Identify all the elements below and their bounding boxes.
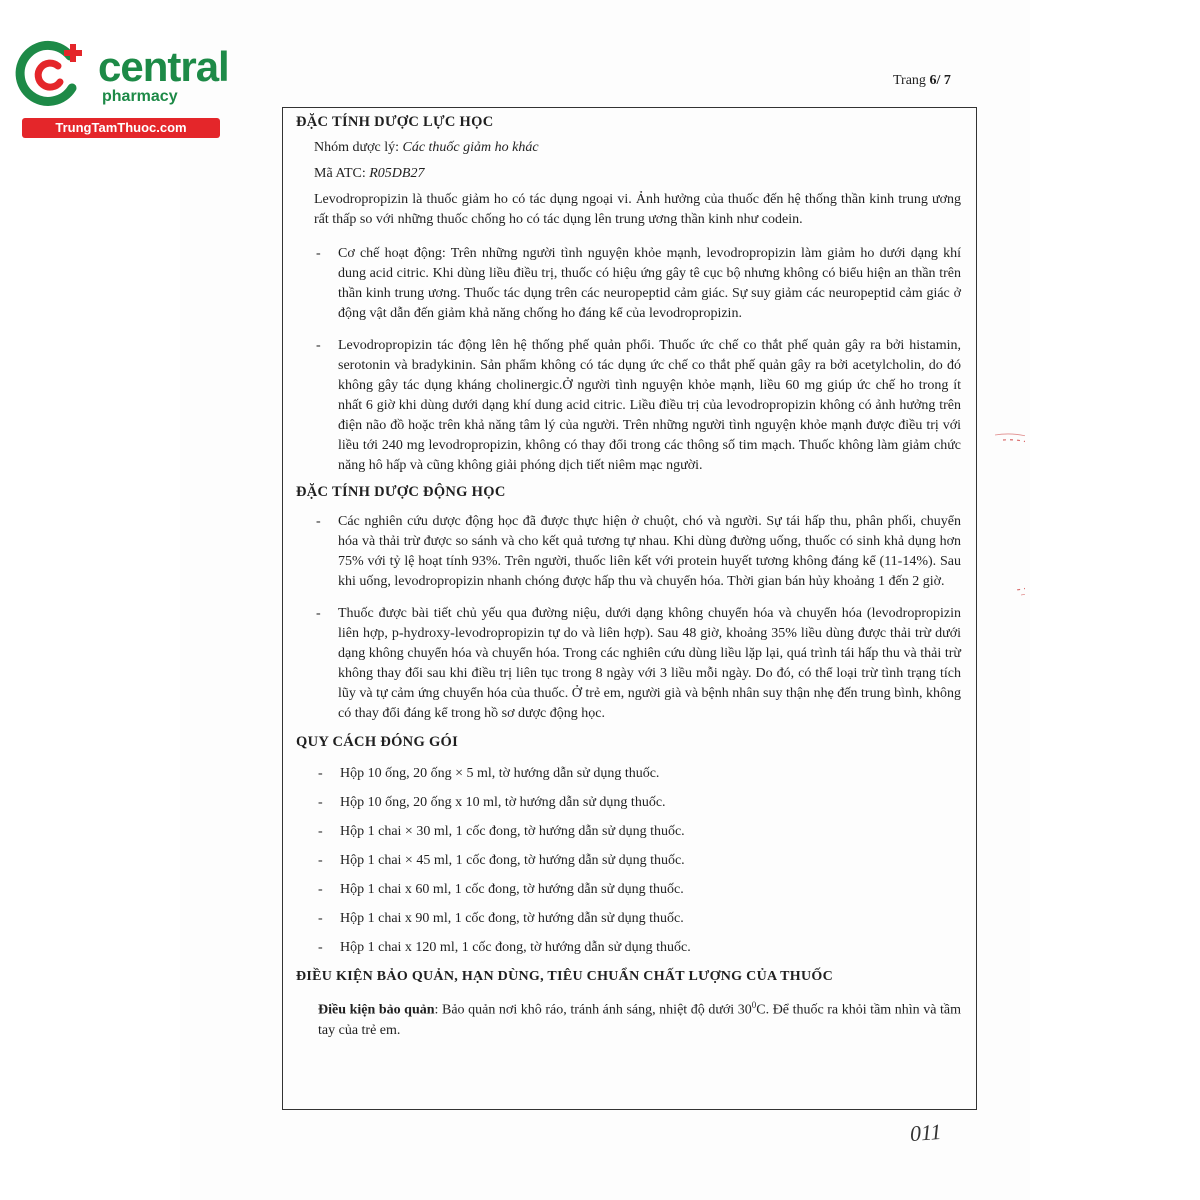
pharmacodynamics-intro: Levodropropizin là thuốc giảm ho có tác dụng ngoại vi. Ảnh hưởng của thuốc đến hệ thống thần kinh trung ương rất thấp so với những thuốc chống ho có tác dụng lên trung ương thần kinh như codein. [314, 192, 961, 227]
list-item [296, 793, 961, 822]
pk-bullet-2: Thuốc được bài tiết chủ yếu qua đường niệu, dưới dạng không chuyển hóa và chuyển hóa (levodropropizin liên hợp, p-hydroxy-levodropropizin tự do và liên hợp). Sau 48 giờ, khoảng 35% liều dùng được thải trừ dưới dạng không chuyển hóa và chuyển hóa. Trong các nghiên cứu dùng liều lặp lại, quá trình tái hấp thu và thải trừ không thay đổi sau khi điều trị liên tục trong 8 ngày với 3 liều mỗi ngày. Do đó, có thể loại trừ tình trạng tích lũy và tự cảm ứng chuyển hóa của thuốc. Ở trẻ em, người già và bệnh nhân suy thận nhẹ đến trung bình, không có thay đổi đáng kể trong hồ sơ dược động học. [338, 606, 961, 721]
pharmacokinetics-heading: ĐẶC TÍNH DƯỢC ĐỘNG HỌC [296, 484, 506, 500]
bullet-dash: - [316, 246, 321, 261]
list-item [296, 880, 961, 909]
bullet-dash: - [318, 766, 323, 781]
storage-degree: 0 [751, 1000, 757, 1010]
group-value: Các thuốc giảm ho khác [402, 140, 539, 155]
packaging-item: Hộp 1 chai × 30 ml, 1 cốc đong, tờ hướng dẫn sử dụng thuốc. [340, 824, 685, 839]
list-item [296, 851, 961, 880]
bullet-dash: - [318, 853, 323, 868]
page-label: Trang [893, 73, 926, 88]
bullet-dash: - [318, 940, 323, 955]
packaging-item: Hộp 1 chai x 90 ml, 1 cốc đong, tờ hướng dẫn sử dụng thuốc. [340, 911, 684, 926]
packaging-heading: QUY CÁCH ĐÓNG GÓI [296, 734, 459, 750]
bullet-dash: - [318, 882, 323, 897]
atc-code [296, 164, 961, 184]
brand-subtitle: pharmacy [102, 88, 178, 105]
atc-value: R05DB27 [369, 166, 425, 181]
page-value: 6/ 7 [929, 73, 951, 88]
bullet-dash: - [318, 911, 323, 926]
pd-bullet-2: Levodropropizin tác động lên hệ thống phế quản phổi. Thuốc ức chế co thắt phế quản gây ra bởi histamin, serotonin và bradykinin. Sản phẩm không có tác dụng ức chế co thắt phế quản gây ra bởi acetylcholin, do đó không gây tác dụng kháng cholinergic.Ở người tình nguyện khỏe mạnh, liều 60 mg giúp ức chế ho trong ít nhất 6 giờ khi dùng dưới dạng khí dung acid citric. Liều điều trị của levodropropizin không có ảnh hưởng trên điện não đồ hoặc trên khả năng tâm lý của người. Trên những người tình nguyện khỏe mạnh được điều trị với liều tới 240 mg levodropropizin, không có thay đổi trong các thông số tim mạch. Thuốc không làm giảm chức năng hô hấp và cũng không giải phóng dịch tiết niêm mạc người. [338, 338, 961, 473]
pd-bullet-1: Cơ chế hoạt động: Trên những người tình nguyện khỏe mạnh, levodropropizin làm giảm ho dưới dạng khí dung acid citric. Khi dùng liều điều trị, thuốc có hiệu ứng gây tê cục bộ nhưng không có biểu hiện an thần trên thần kinh trung ương. Thuốc tác dụng trên các neuropeptid cảm giác. Sự suy giảm các neuropeptid cảm giác ở động vật dẫn đến giảm khả năng chống ho đáng kể của levodropropizin. [338, 246, 961, 321]
brand-logo[interactable] [12, 38, 229, 138]
packaging-list [296, 764, 961, 967]
brand-website[interactable]: TrungTamThuoc.com [22, 118, 220, 138]
central-pharmacy-logo-icon [12, 38, 90, 110]
bullet-dash: - [316, 606, 321, 621]
storage-text-after: C. Để thuốc ra khỏi tầm nhìn và tầm tay của trẻ em. [318, 1002, 961, 1038]
pk-bullet-1: Các nghiên cứu dược động học đã được thực hiện ở chuột, chó và người. Sự tái hấp thu, phân phối, chuyển hóa và thải trừ được so sánh và cho kết quả tương tự nhau. Khi dùng đường uống, thuốc có sinh khả dụng hơn 75% với tỷ lệ hoạt tính 93%. Trên người, thuốc liên kết với protein huyết tương không đáng kể (11-14%). Sau khi uống, levodropropizin nhanh chóng được hấp thu và chuyển hóa. Thời gian bán hủy khoảng 1 đến 2 giờ. [338, 514, 961, 589]
group-label: Nhóm dược lý: [314, 140, 399, 155]
brand-name: central [98, 43, 229, 90]
list-item [296, 764, 961, 793]
red-stamp-mark [985, 430, 1025, 600]
list-item [296, 938, 961, 967]
bullet-dash: - [318, 795, 323, 810]
handwritten-number: 011 [909, 1118, 943, 1147]
list-item [296, 336, 961, 476]
packaging-item: Hộp 1 chai x 120 ml, 1 cốc đong, tờ hướng dẫn sử dụng thuốc. [340, 940, 691, 955]
atc-label: Mã ATC: [314, 166, 366, 181]
bullet-dash: - [318, 824, 323, 839]
pharmacodynamics-heading: ĐẶC TÍNH DƯỢC LỰC HỌC [296, 114, 494, 130]
document-content [296, 112, 961, 1041]
storage-heading: ĐIỀU KIỆN BẢO QUẢN, HẠN DÙNG, TIÊU CHUẨN CHẤT LƯỢNG CỦA THUỐC [296, 969, 834, 984]
page-number [893, 73, 951, 89]
packaging-item: Hộp 1 chai x 60 ml, 1 cốc đong, tờ hướng dẫn sử dụng thuốc. [340, 882, 684, 897]
packaging-item: Hộp 10 ống, 20 ống x 10 ml, tờ hướng dẫn sử dụng thuốc. [340, 795, 666, 810]
list-item [296, 512, 961, 592]
storage-conditions [296, 995, 961, 1041]
list-item [296, 822, 961, 851]
bullet-dash: - [316, 514, 321, 529]
storage-text-before: : Bảo quản nơi khô ráo, tránh ánh sáng, nhiệt độ dưới 30 [434, 1002, 752, 1018]
list-item [296, 909, 961, 938]
packaging-item: Hộp 10 ống, 20 ống × 5 ml, tờ hướng dẫn sử dụng thuốc. [340, 766, 660, 781]
packaging-item: Hộp 1 chai × 45 ml, 1 cốc đong, tờ hướng dẫn sử dụng thuốc. [340, 853, 685, 868]
list-item [296, 244, 961, 324]
bullet-dash: - [316, 338, 321, 353]
storage-label: Điều kiện bảo quản [318, 1002, 435, 1018]
list-item [296, 604, 961, 724]
pharmacologic-group [296, 138, 961, 158]
